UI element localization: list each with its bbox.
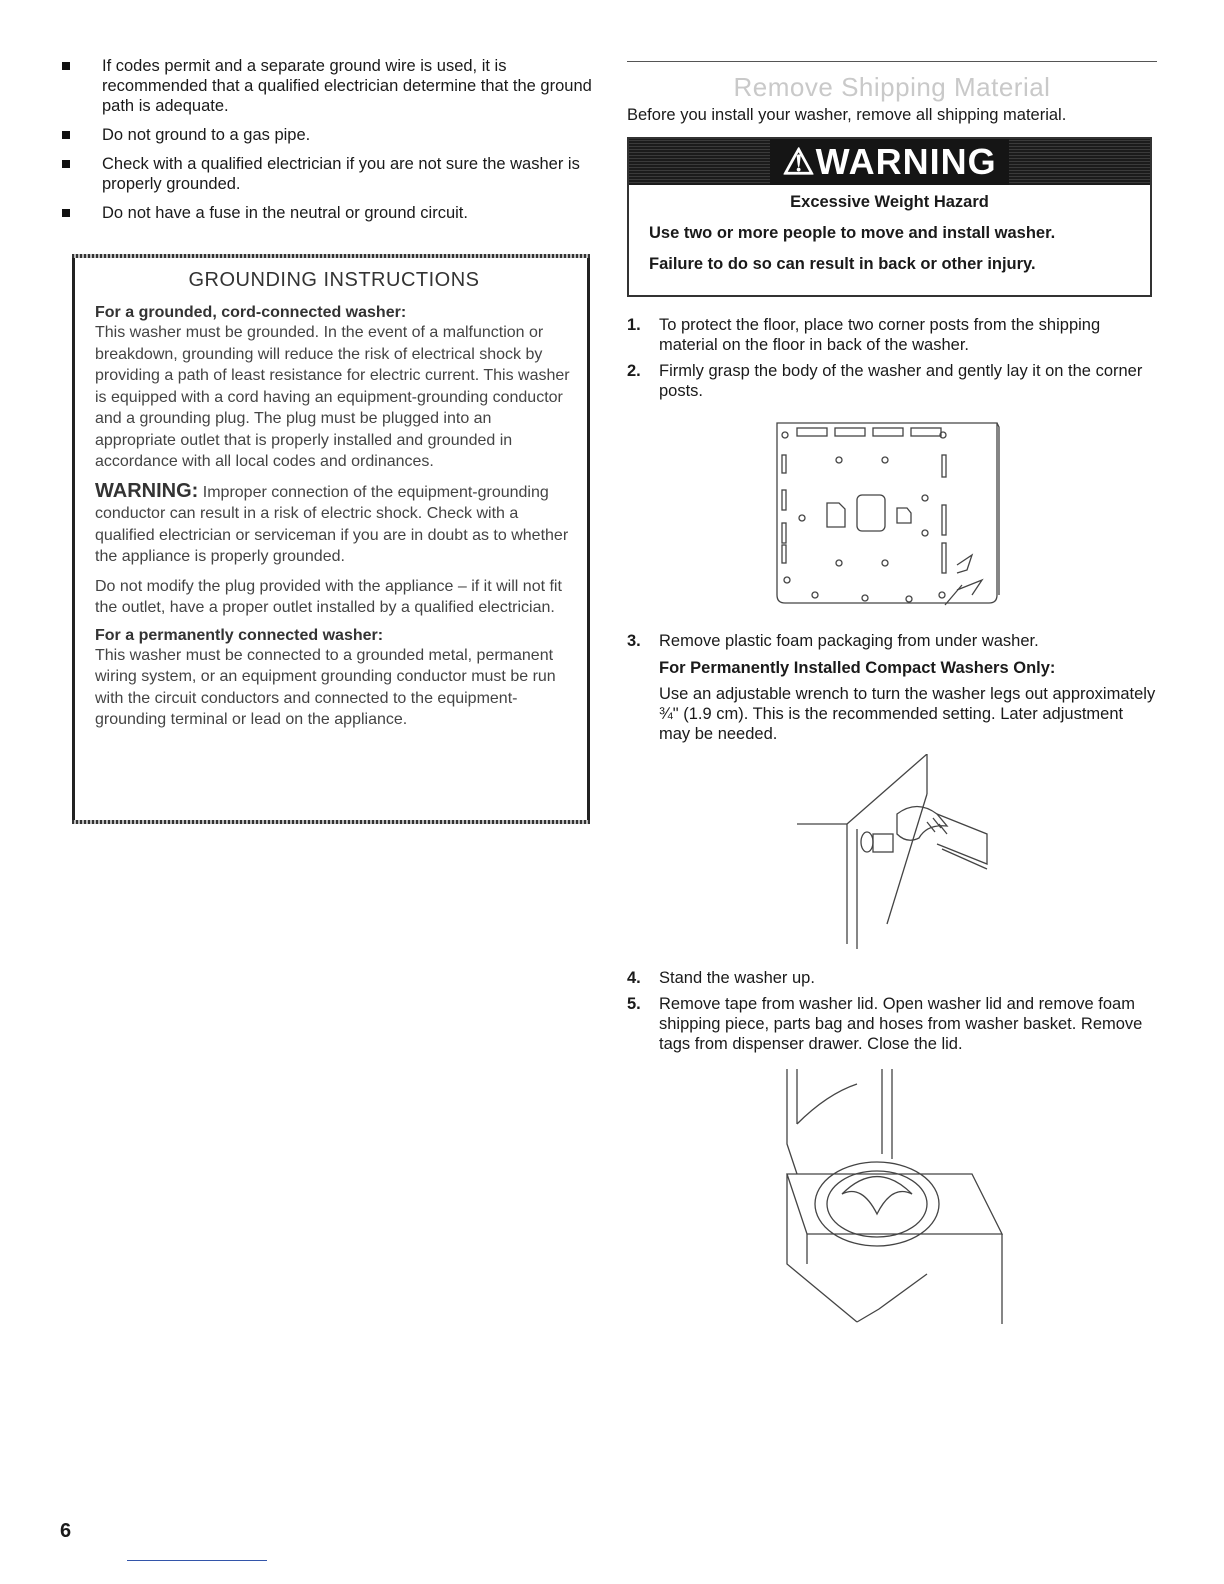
step-number: 5.	[627, 995, 641, 1013]
step-number: 3.	[627, 632, 641, 650]
step-text: Stand the washer up.	[659, 969, 815, 987]
modify-plug-text: Do not modify the plug provided with the appliance – if it will not fit the outlet, have a proper outlet installed by a qualified electrician.	[95, 577, 562, 616]
step-item	[627, 315, 1157, 355]
page-number: 6	[60, 1520, 72, 1542]
wrench-leg-illustration	[787, 754, 997, 954]
bullet-square-icon	[62, 209, 70, 217]
section-rule	[627, 61, 1157, 62]
warning-label: WARNING:	[95, 479, 199, 502]
step-item	[627, 968, 1157, 988]
section-title: Remove Shipping Material	[733, 72, 1051, 102]
footer-rule	[127, 1560, 267, 1561]
bullet-square-icon	[62, 62, 70, 70]
step-text: Firmly grasp the body of the washer and gently lay it on the corner posts.	[659, 362, 1143, 400]
right-column	[627, 56, 1157, 1324]
left-column	[60, 56, 600, 232]
washer-lid-illustration	[767, 1064, 1007, 1324]
step-text: To protect the floor, place two corner posts from the shipping material on the floor in back of the washer.	[659, 316, 1101, 354]
grounding-instructions-box	[72, 254, 590, 824]
section-intro: Before you install your washer, remove all shipping material.	[627, 106, 1067, 124]
step-number: 2.	[627, 362, 641, 380]
warning-line: Failure to do so can result in back or other injury.	[649, 255, 1036, 273]
step-item	[627, 631, 1157, 651]
bullet-square-icon	[62, 160, 70, 168]
washer-back-illustration	[767, 415, 1027, 615]
step-number: 4.	[627, 969, 641, 987]
bullet-item: Do not have a fuse in the neutral or ground circuit.	[60, 203, 600, 223]
step-item	[627, 361, 1157, 401]
permanent-heading: For a permanently connected washer:	[95, 626, 384, 644]
step-text: Remove tape from washer lid. Open washer lid and remove foam shipping piece, parts bag and hoses from washer basket. Remove tags from dispenser drawer. Close the lid.	[659, 995, 1143, 1053]
warning-text: Improper connection of the equipment-grounding conductor can result in a risk of electric shock. Check with a qualified electrician or serviceman if you are in doubt as to whether the appliance is properly grounded.	[95, 483, 569, 565]
warning-banner-label: ⚠WARNING	[770, 139, 1008, 185]
warning-banner	[629, 139, 1150, 185]
warning-line: Use two or more people to move and install washer.	[649, 224, 1056, 242]
warning-box	[627, 137, 1152, 297]
compact-text: Use an adjustable wrench to turn the washer legs out approximately ¾" (1.9 cm). This is the recommended setting. Later adjustment may be needed.	[659, 685, 1156, 743]
bullet-item: Do not ground to a gas pipe.	[60, 125, 600, 145]
step-item	[627, 994, 1157, 1054]
compact-heading: For Permanently Installed Compact Washers Only:	[659, 659, 1056, 677]
bullet-square-icon	[62, 131, 70, 139]
cord-connected-text: This washer must be grounded. In the event of a malfunction or breakdown, grounding will reduce the risk of electrical shock by providing a path of least resistance for electric current. This washer is equipped with a cord having an equipment-grounding conductor and a grounding plug. The plug must be plugged into an appropriate outlet that is properly installed and grounded in accordance with all local codes and ordinances.	[95, 324, 570, 470]
bullet-item: Check with a qualified electrician if you are not sure the washer is properly grounded.	[60, 154, 600, 194]
step-text: Remove plastic foam packaging from under washer.	[659, 632, 1039, 650]
grounding-bullets	[60, 56, 600, 223]
warning-hazard: Excessive Weight Hazard	[790, 193, 989, 211]
permanent-text: This washer must be connected to a grounded metal, permanent wiring system, or an equipment grounding conductor must be run with the circuit conductors and connected to the equipment-grounding terminal or lead on the appliance.	[95, 646, 556, 728]
bullet-item: If codes permit and a separate ground wire is used, it is recommended that a qualified electrician determine that the ground path is adequate.	[60, 56, 600, 116]
grounding-title: GROUNDING INSTRUCTIONS	[188, 269, 480, 291]
cord-connected-heading: For a grounded, cord-connected washer:	[95, 304, 407, 321]
grounding-warning	[95, 481, 573, 568]
warning-body	[629, 185, 1150, 290]
step-number: 1.	[627, 316, 641, 334]
